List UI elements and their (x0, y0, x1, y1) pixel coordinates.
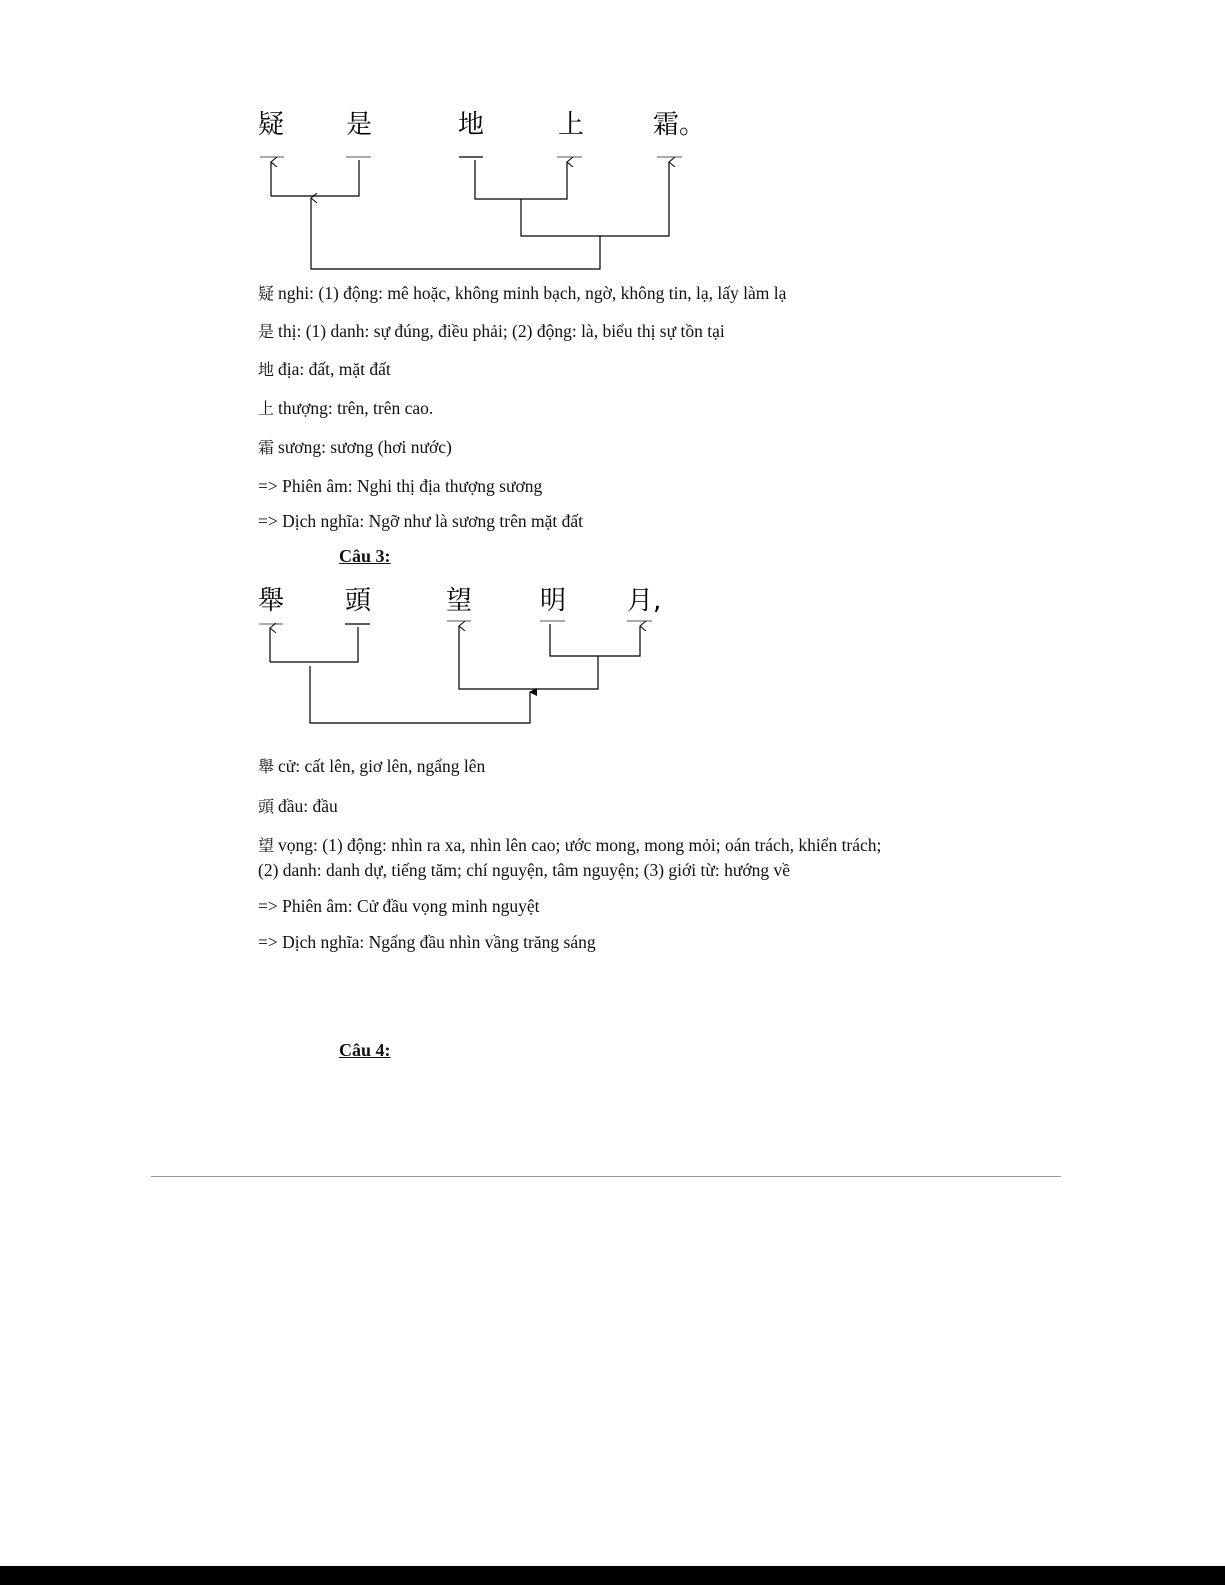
diagram-2-char: 月, (627, 586, 662, 616)
gloss-entry (258, 755, 485, 778)
diagram-1-char: 霜。 (653, 110, 706, 140)
gloss-entry-continuation: (2) danh: danh dự, tiếng tăm; chí nguyện, tâm nguyện; (3) giới từ: hướng về (258, 860, 790, 880)
connector (459, 626, 598, 689)
gloss-text: thượng: trên, trên cao. (278, 398, 434, 418)
diagram-1-char: 疑 (258, 110, 285, 140)
diagram-2-char: 舉 (258, 586, 285, 616)
connector (310, 666, 530, 723)
gloss-char: 望 (258, 836, 275, 855)
dich-nghia-line: => Dịch nghĩa: Ngỡ như là sương trên mặt đất (258, 511, 584, 531)
gloss-entry (258, 795, 338, 818)
gloss-char: 舉 (258, 757, 275, 776)
gloss-char: 是 (258, 322, 275, 341)
section-heading-cau-3: Câu 3: (339, 546, 391, 566)
diagram-1-char: 上 (558, 110, 585, 140)
diagram-1-char: 是 (346, 110, 373, 140)
phien-am-line: => Phiên âm: Nghi thị địa thượng sương (258, 476, 543, 496)
page-divider (151, 1176, 1061, 1177)
diagram-1-char: 地 (458, 110, 485, 140)
gloss-text: vọng: (1) động: nhìn ra xa, nhìn lên cao; ước mong, mong mỏi; oán trách, khiển trách; (278, 835, 882, 855)
diagram-2-char: 望 (446, 586, 473, 616)
phien-am-line: => Phiên âm: Cử đầu vọng minh nguyệt (258, 896, 540, 916)
gloss-char: 霜 (258, 438, 275, 457)
gloss-text: đầu: đầu (278, 796, 338, 816)
diagram-2-char: 明 (540, 586, 567, 616)
bottom-bar (0, 1566, 1225, 1585)
gloss-char: 地 (258, 360, 275, 379)
connector (550, 624, 640, 656)
gloss-text: địa: đất, mặt đất (278, 359, 391, 379)
gloss-char: 上 (258, 399, 275, 418)
gloss-text: cử: cất lên, giơ lên, ngẩng lên (278, 756, 486, 776)
gloss-char: 頭 (258, 797, 275, 816)
gloss-text: thị: (1) danh: sự đúng, điều phải; (2) động: là, biểu thị sự tồn tại (278, 321, 725, 341)
connector (270, 627, 358, 662)
diagram-2-char: 頭 (345, 586, 372, 616)
dich-nghia-line: => Dịch nghĩa: Ngẩng đầu nhìn vầng trăng sáng (258, 932, 596, 952)
gloss-text: nghi: (1) động: mê hoặc, không minh bạch, ngờ, không tin, lạ, lấy làm lạ (278, 283, 787, 303)
gloss-text: sương: sương (hơi nước) (278, 437, 452, 457)
gloss-entry (258, 834, 881, 857)
section-heading-cau-4: Câu 4: (339, 1040, 391, 1060)
gloss-char: 疑 (258, 284, 275, 303)
